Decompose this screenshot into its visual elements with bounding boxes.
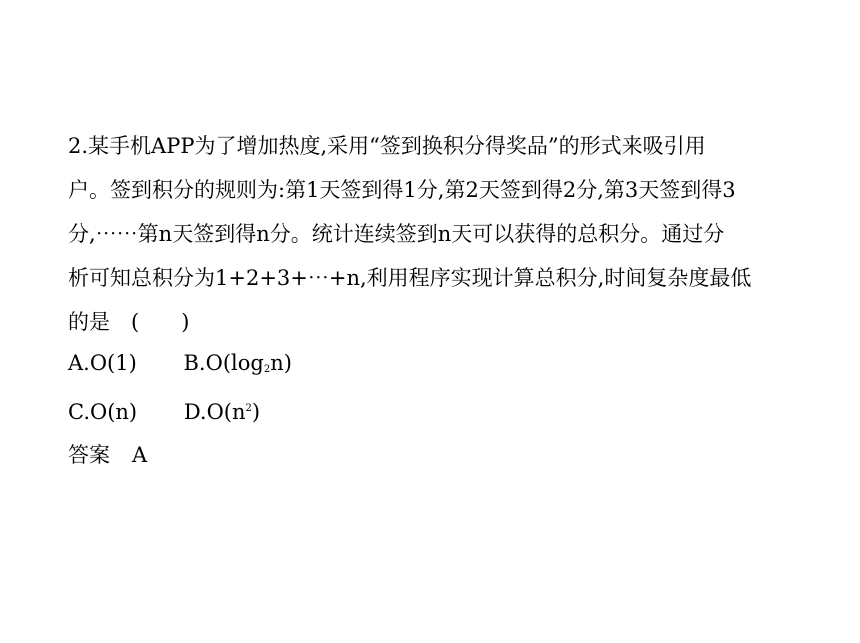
- option-a: A.O(1): [68, 351, 137, 375]
- question-line-2: 户。签到积分的规则为:第1天签到得1分,第2天签到得2分,第3天签到得3: [68, 178, 736, 202]
- question-line-5: 的是 ( ): [68, 310, 190, 334]
- option-b-suffix: n): [270, 351, 292, 375]
- option-d-superscript: 2: [245, 403, 252, 414]
- options-row-1: [68, 340, 292, 386]
- question-line-1: 2.某手机APP为了增加热度,采用“签到换积分得奖品”的形式来吸引用: [68, 134, 706, 158]
- option-d: [184, 386, 260, 435]
- option-b-prefix: B.O(log: [183, 351, 264, 375]
- option-d-suffix: ): [251, 400, 261, 424]
- answer-label: 答案: [68, 443, 110, 467]
- answer-row: [68, 432, 292, 478]
- question-line-4: 析可知总积分为1+2+3+⋯+n,利用程序实现计算总积分,时间复杂度最低: [68, 266, 752, 290]
- options-row-2: [68, 386, 292, 432]
- answer-value: A: [132, 443, 148, 467]
- option-b-subscript: 2: [263, 364, 271, 375]
- options-list: [68, 340, 292, 478]
- option-c: C.O(n): [68, 400, 138, 424]
- question-line-3: 分,⋯⋯第n天签到得n分。统计连续签到n天可以获得的总积分。通过分: [68, 222, 725, 246]
- question-text: [68, 124, 808, 344]
- option-d-prefix: D.O(n: [183, 400, 246, 424]
